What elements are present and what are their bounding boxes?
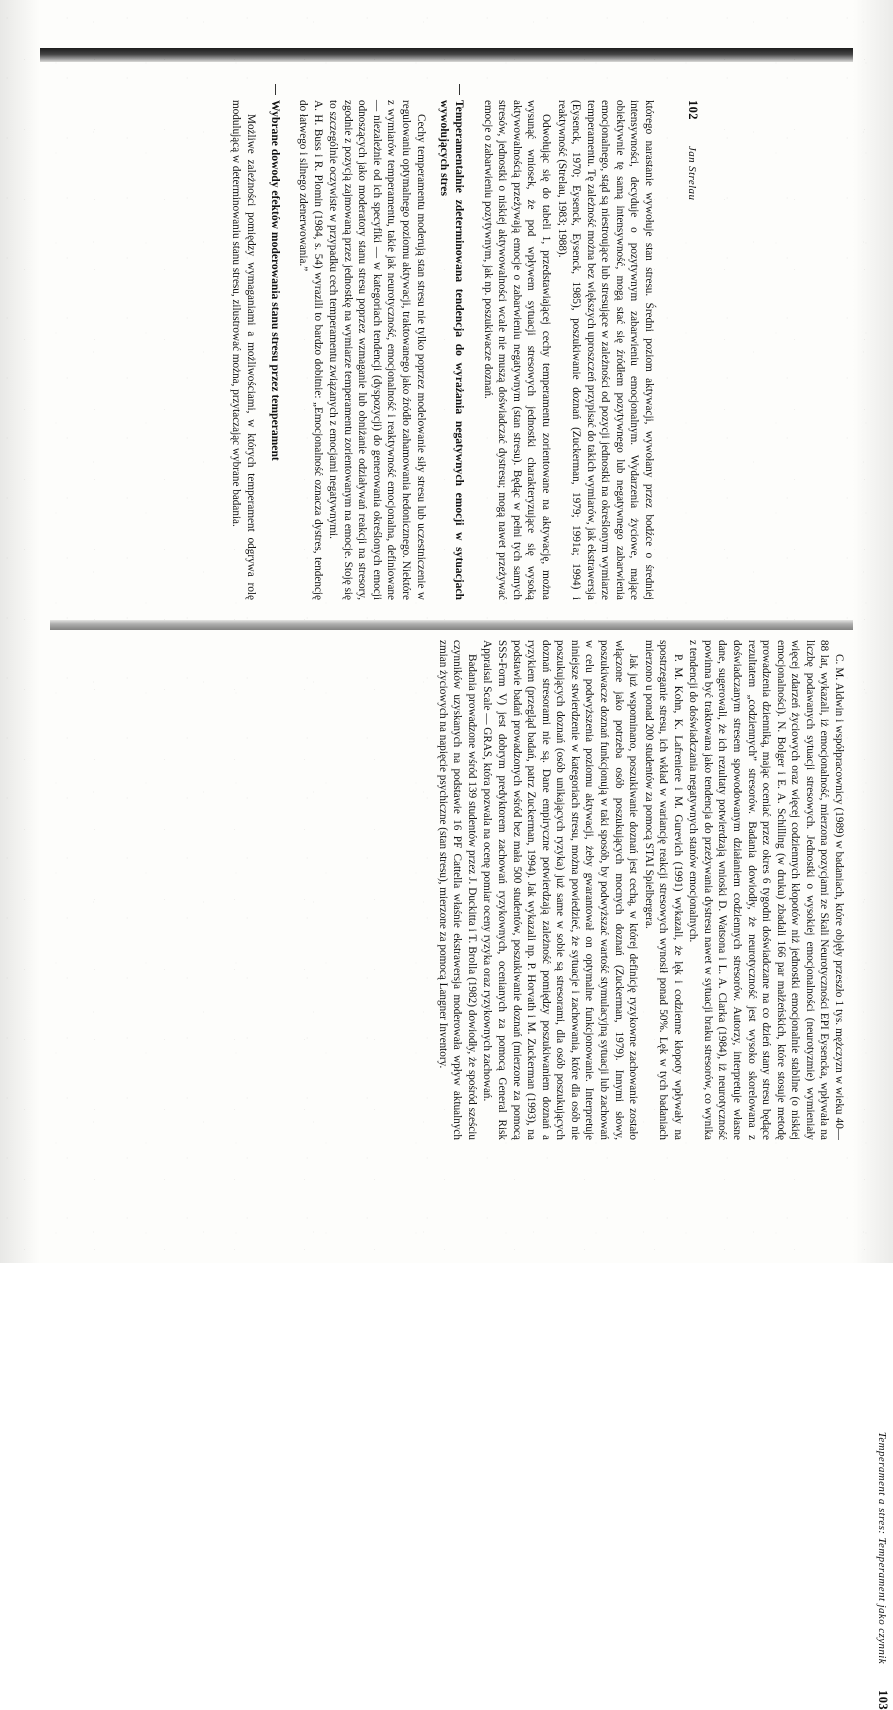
paragraph: A. H. Buss i R. Plomin (1984, s. 54) wyrazili to bardzo dobitnie: „Emocjonalność oznacza dystres, tendencję do łatwego i silnego zdenerwowania.” — [297, 100, 324, 600]
paragraph: którego narastanie wywołuje stan stresu. Średni poziom aktywacji, wywołany przez bodźce o średniej intensywności, decyduje o pozytywnym zabarwieniu emocjonalnym. Wydarzenia życiowe, mające obiektywnie tę samą intensywność, mogą stać się źródłem pozytywnego lub negatywnego zabarwienia emocjonalnego, stąd są niestroujące lub stresujące w zależności od pozycji jednostki na określonym wymiarze temperamentu. Tę zależność można bez większych uproszczeń przypisać do takich wymiarów, jak ekstrawersja (Eysenck, 1970; Eysenck, Eysenck, 1985), poszukiwanie doznań (Zuckerman, 1979; 1991a; 1994) i reaktywność (Strelau, 1983; 1988). — [555, 100, 655, 600]
paragraph: Badania prowadzone wśród 139 studentów przez J. Duckitta i T. Brolla (1982) dowiodły, że spośród sześciu czynników uzyskanych na podstawie 16 PF Cattella właśnie ekstrawersja moderowała wpływ aktualnych zmian życiowych na napięcie psychiczne (stan stresu), mierzone za pomocą Langner Inventory. — [436, 640, 478, 1140]
scan-edge-left — [0, 0, 40, 1263]
scan-edge-right — [853, 0, 893, 1263]
page-folio-right: 103 — [876, 1690, 890, 1710]
scan-gutter-shadow-top — [40, 48, 860, 62]
paragraph: Możliwe zależności pomiędzy wymaganiami a możliwościami, w których temperament odgrywa rolę modulującą w determinowaniu stanu stresu, zilustrować można, przytaczając wybrane badania. — [230, 100, 257, 600]
body-column-left — [229, 100, 656, 600]
running-title-left: Jan Strelau — [686, 145, 698, 201]
section-heading-2: Wybrane dowody efektów moderowania stanu stresu przez temperament — [267, 100, 282, 600]
body-column-right — [435, 640, 846, 1140]
book-page-right — [370, 640, 890, 1710]
running-title-right: Temperament a stres: Temperament jako czynnik — [876, 1431, 888, 1665]
paragraph: C. M. Aldwin i współpracownicy (1989) w badaniach, które objęły przeszło 1 tys. mężczyzn w wieku 40—88 lat, wykazali, iż emocjonalność, mierzona pozycjami ze Skali Neurotyczności EPI Eysencka, wpływała na liczbę podawanych sytuacji stresowych. Jednostki o wysokiej emocjonalności (neurotyzmie) wymieniały więcej zdarzeń życiowych oraz więcej codziennych kłopotów niż jednostki emocjonalnie stabilne (o niskiej emocjonalności). N. Bolger i E. A. Schilling (w druku) zbadali 166 par małżeńskich, które stosuje metodę prowadzenia dzienniką, mając oceniać przez okres 6 tygodni doświadczane na co dzień stany stresu będące rezultatem „codziennych” stresorów. Badania dowiodły, że neurotyczność jest wysoko skorelowana z doświadczanym stresem spowodowanym działaniem codziennych stresorów. Autorzy, interpretuje własne dane, sugerowali, że ich rezultaty potwierdzają wnioski D. Watsona i L. A. Clarka (1984), iż neurotyczność powinna być traktowana jako tendencja do przeżywania dystresu nawet w sytuacji braku stresorów, co wynika z tendencji do doświadczania negatywnych stanów emocjonalnych. — [687, 640, 845, 1140]
paragraph: Odwołując się do tabeli 1, przedstawiającej cechy temperamentu zorientowane na aktywację, można wysunąć wniosek, że pod wpływem sytuacji stresowych jednostki charakteryzujące się wysoką aktywowalnością przeżywają emocje o zabarwieniu negatywnym (stan stresu). Będąc w pełni tych samych stresów, jednostki o niskiej aktywowalności wcale nie muszą doświadczać dystresu; mogą nawet przeżywać emocje o zabarwieniu pozytywnym, jak np. poszukiwacze doznań. — [481, 100, 553, 600]
section-heading-1: Temperamentalnie zdeterminowana tendencja do wyrażania negatywnych emocji w sytuacjach wywołujących stres — [438, 100, 467, 600]
paragraph: P. M. Kohn, K. Lafreniere i M. Gurevich (1991) wykazali, że lęk i codzienne kłopoty wpływały na spostrzeganie stresu, ich wkład w wariancję reakcji stresowych wynosił ponad 50%. Lęk w tych badaniach mierzono u ponad 200 studentów za pomocą STAI Spielbergera. — [642, 640, 684, 1140]
page-folio-left: 102 — [686, 100, 700, 120]
paragraph: Cechy temperamentu moderują stan stresu nie tylko poprzez modelowanie siły stresu lub uczestniczenie w regulowaniu optymalnego poziomu aktywacji, traktowanego jako źródło zahamowania hedonicznego. Niektóre z wymiarów temperamentu, takie jak neurotyczność, emocjonalność i reaktywność emocjonalna, definiowane — niezależnie od ich specyfiki — w kategoriach tendencji (dyspozycji) do generowania określonych emocji odnoszących jako moderatory stanu stresu poprzez wzmaganie lub obniżanie odziaływań reakcji na stresory, zgodnie z pozycją zajmowaną przez jednostkę na wymiarze temperamentu zorientowanym na emocje. Stoję się to szczególnie oczywiste w przypadku cech temperamentu związanych z emocjami negatywnymi. — [327, 100, 427, 600]
paragraph: Jak już wspominano, poszukiwanie doznań jest cechą, w której definicję ryzykowne zachowanie zostało włączone jako potrzeba osób poszukujących mocnych doznań (Zuckerman, 1979). Innymi słowy, poszukiwacze doznań funkcjonują w taki sposób, by podwyższać wartość stymulacyjną sytuacji lub zachowań w celu podwyższenia poziomu aktywacji, żeby gwarantował on optymalne funkcjonowanie. Interpretuje niniejsze stwierdzenie w kategoriach stresu, można powiedzieć, że sytuacje i zachowania, które dla osób nie poszukujących doznań (osób unikających ryzyka) już same w sobie są stresorami, dla osób poszukujących doznań stresorami nie są. Dane empiryczne potwierdzają zależność pomiędzy poszukiwaniem doznań a ryzykiem (przegląd badań, patrz Zuckerman, 1994). Jak wykazali np. P. Horvath i M. Zuckerman (1993), na podstawie badań prowadzonych wśród bez mała 500 studentów, poszukiwanie doznań (mierzone za pomocą SSS-Form V) jest dobrym predyktorem zachowań ryzykownych, ocenianych za pomocą General Risk Appraisal Scale — GRAS, która pozwala na ocenę pomiar oceny ryzyka oraz ryzykownych zachowań. — [481, 640, 640, 1140]
